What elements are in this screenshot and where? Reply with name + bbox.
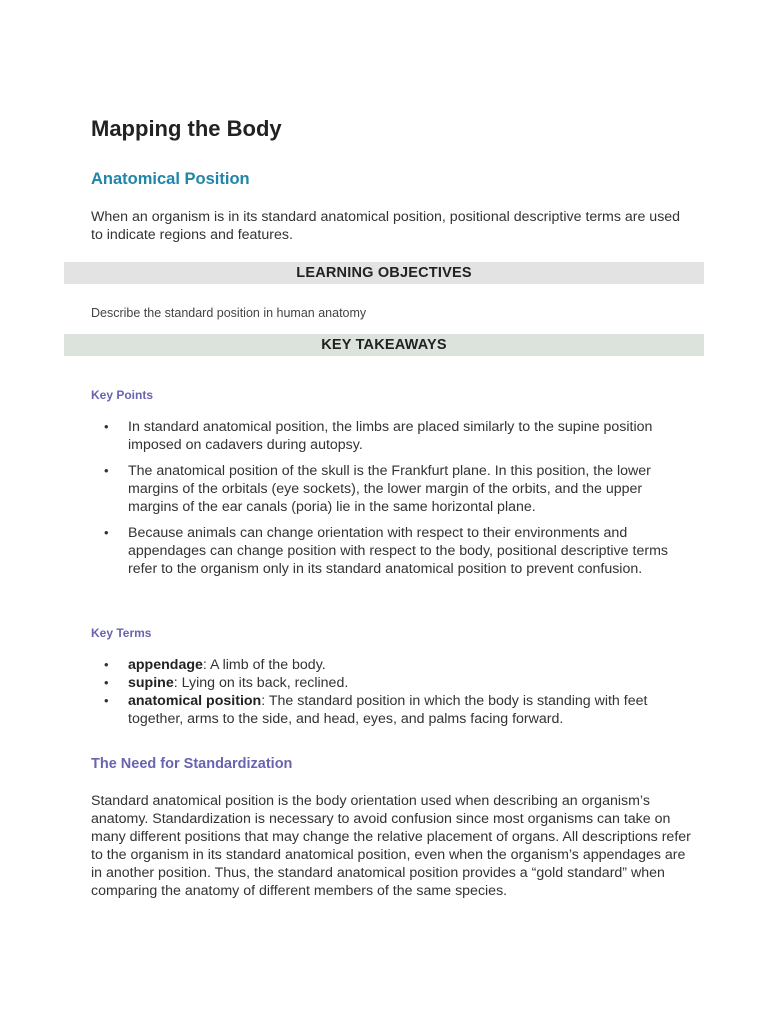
section-heading: Anatomical Position bbox=[91, 170, 250, 188]
learning-objective-item: Describe the standard position in human anatomy bbox=[91, 306, 367, 320]
key-term-definition: : The standard position in which the body is standing with feet together, arms to the side, and head, eyes, and palms facing forward. bbox=[128, 693, 648, 727]
key-takeaways-banner: KEY TAKEAWAYS bbox=[64, 334, 704, 356]
key-term-word: anatomical position bbox=[128, 693, 262, 709]
key-terms-label: Key Terms bbox=[91, 626, 152, 640]
key-term-definition: : A limb of the body. bbox=[202, 657, 326, 673]
key-term-item bbox=[91, 692, 691, 728]
intro-paragraph: When an organism is in its standard anatomical position, positional descriptive terms are used to indicate regions and features. bbox=[91, 209, 681, 243]
learning-objectives-banner: LEARNING OBJECTIVES bbox=[64, 262, 704, 284]
key-point-item: • In standard anatomical position, the limbs are placed similarly to the supine position imposed on cadavers during autopsy. bbox=[91, 418, 691, 454]
key-point-item: • Because animals can change orientation with respect to their environments and appendages can change position with respect to the body, positional descriptive terms refer to the organism only in its standard anatomical position to prevent confusion. bbox=[91, 524, 691, 578]
page-title: Mapping the Body bbox=[91, 116, 282, 141]
key-terms-list bbox=[91, 656, 691, 728]
key-points-list bbox=[91, 418, 691, 586]
key-term-word: appendage bbox=[128, 657, 203, 673]
key-point-item: • The anatomical position of the skull is the Frankfurt plane. In this position, the lower margins of the orbitals (eye sockets), the lower margin of the orbits, and the upper margins of the ear canals (poria) lie in the same horizontal plane. bbox=[91, 462, 691, 516]
key-term-item bbox=[91, 674, 691, 692]
standardization-heading: The Need for Standardization bbox=[91, 756, 293, 772]
key-term-item bbox=[91, 656, 691, 674]
key-term-definition: : Lying on its back, reclined. bbox=[173, 675, 349, 691]
standardization-paragraph: Standard anatomical position is the body orientation used when describing an organism’s anatomy. Standardization is necessary to avoid confusion since most organisms can take on many different positions that may change the relative placement of organs. All descriptions refer to the organism in its standard anatomical position, even when the organism’s appendages are in another position. Thus, the standard anatomical position provides a “gold standard” when comparing the anatomy of different members of the same species. bbox=[91, 793, 691, 899]
key-term-word: supine bbox=[128, 675, 174, 691]
key-points-label: Key Points bbox=[91, 388, 154, 402]
